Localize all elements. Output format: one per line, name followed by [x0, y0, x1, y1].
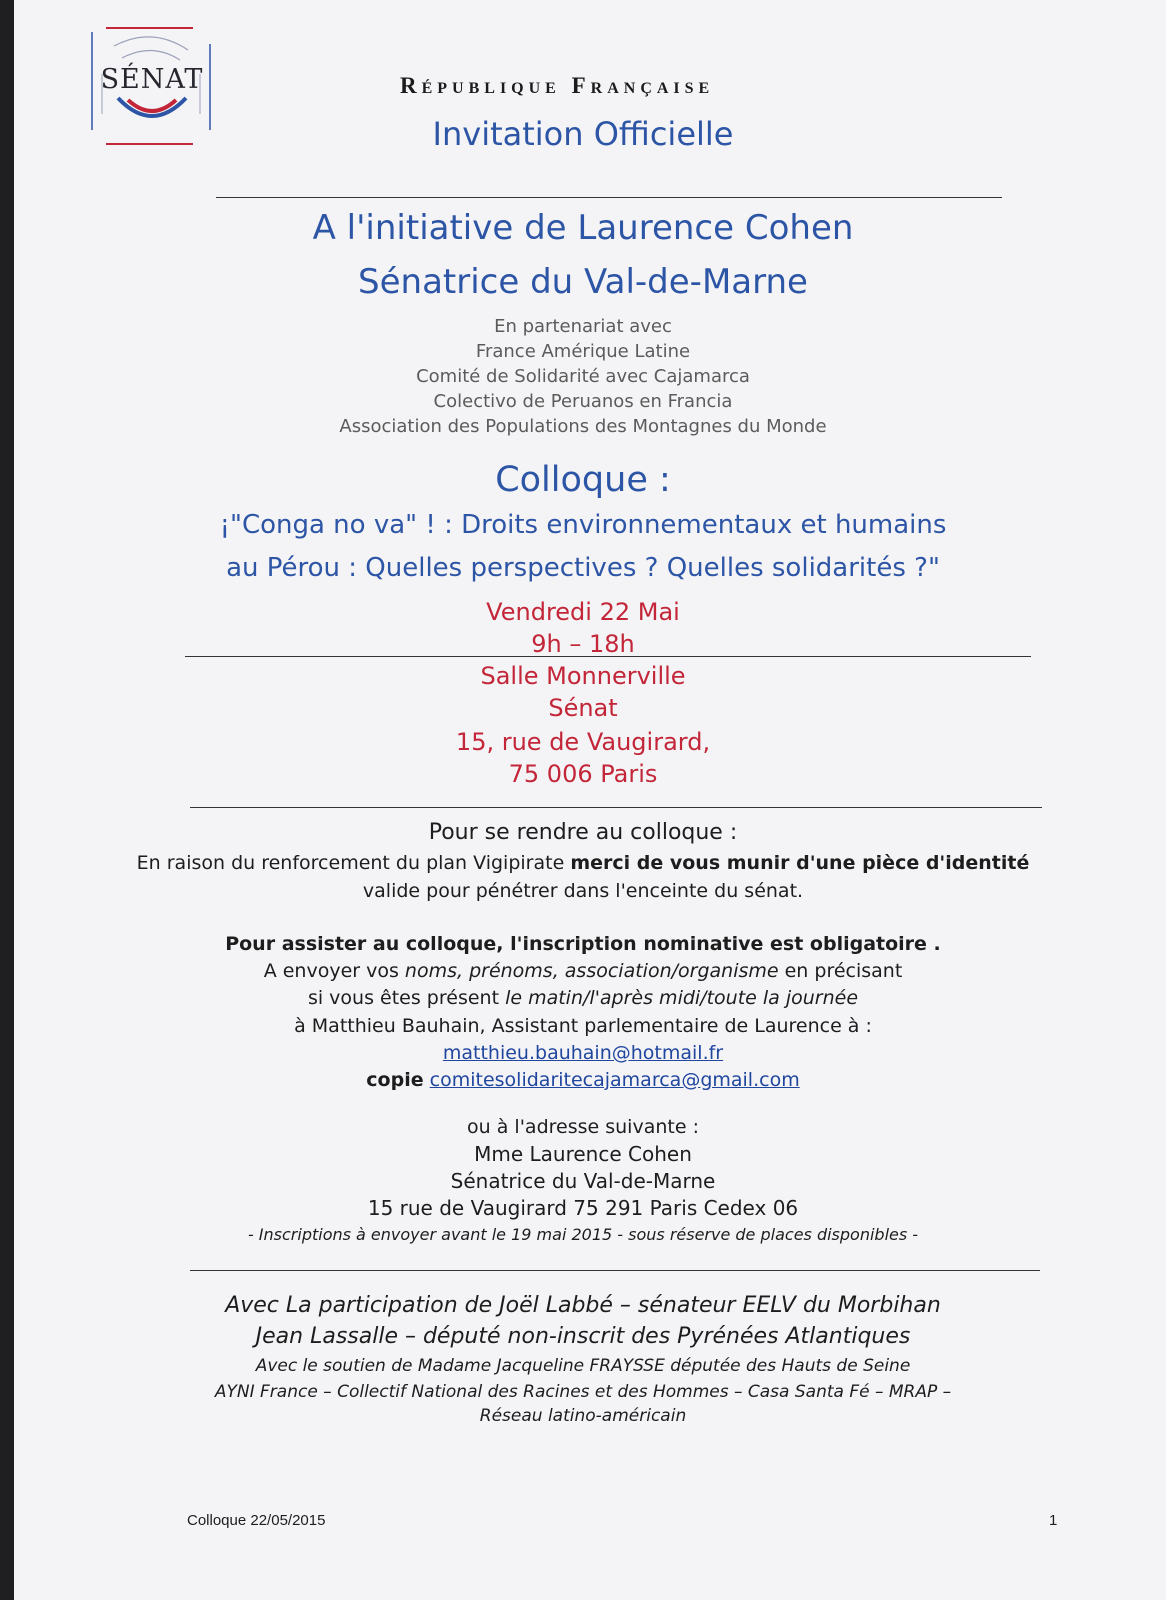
postal-intro: ou à l'adresse suivante : [467, 1116, 699, 1138]
reg-fields: noms, prénoms, association/organisme [404, 960, 779, 982]
access-line2: valide pour pénétrer dans l'enceinte du sénat. [362, 880, 804, 902]
organisations-line: AYNI France – Collectif National des Racines et des Hommes – Casa Santa Fé – MRAP – [214, 1382, 952, 1402]
access-title: Pour se rendre au colloque : [428, 820, 738, 845]
footer-label: Colloque 22/05/2015 [187, 1512, 326, 1529]
email-link-matthieu[interactable]: matthieu.bauhain@hotmail.fr [442, 1042, 724, 1064]
postal-name: Mme Laurence Cohen [474, 1142, 692, 1166]
event-room: Salle Monnerville [480, 662, 686, 690]
partner-item: France Amérique Latine [475, 341, 691, 362]
registration-line2 [0, 987, 1166, 1009]
participation-line2: Jean Lassalle – député non-inscrit des Pyrénées Atlantiques [255, 1324, 911, 1349]
registration-line1 [0, 960, 1166, 982]
reg-text: A envoyer vos [263, 960, 405, 982]
divider [185, 656, 1031, 657]
republique-francaise: République Française [400, 73, 715, 98]
organisations-line2: Réseau latino-américain [479, 1406, 687, 1426]
divider [190, 807, 1042, 808]
registration-line3: à Matthieu Bauhain, Assistant parlementaire de Laurence à : [294, 1015, 872, 1037]
page-number: 1 [1049, 1512, 1058, 1529]
invitation-title: Invitation Officielle [432, 115, 734, 153]
registration-title: Pour assister au colloque, l'inscription nominative est obligatoire . [225, 933, 941, 955]
event-time: 9h – 18h [531, 630, 635, 658]
support-line: Avec le soutien de Madame Jacqueline FRAYSSE députée des Hauts de Seine [255, 1356, 911, 1376]
event-city: 75 006 Paris [508, 760, 658, 788]
divider [216, 197, 1002, 198]
email-line [0, 1042, 1166, 1064]
postal-address: 15 rue de Vaugirard 75 291 Paris Cedex 06 [367, 1196, 799, 1220]
reg-text: en précisant [778, 960, 903, 982]
copy-label: copie [366, 1069, 424, 1091]
id-notice: merci de vous munir d'une pièce d'identité [570, 852, 1030, 874]
access-text: En raison du renforcement du plan Vigipirate [136, 852, 571, 874]
access-line1 [0, 852, 1166, 874]
event-place: Sénat [548, 694, 618, 722]
reg-text: si vous êtes présent [307, 987, 506, 1009]
partner-item: Association des Populations des Montagnes du Monde [339, 416, 827, 437]
divider [190, 1270, 1040, 1271]
colloque-label: Colloque : [495, 460, 671, 500]
colloque-title-line2: au Pérou : Quelles perspectives ? Quelles solidarités ?" [226, 553, 940, 583]
postal-title: Sénatrice du Val-de-Marne [450, 1169, 716, 1193]
copy-line [0, 1069, 1166, 1091]
email-link-comite[interactable]: comitesolidaritecajamarca@gmail.com [429, 1069, 800, 1091]
senator-title: Sénatrice du Val-de-Marne [358, 262, 808, 302]
colloque-title-line1: ¡"Conga no va" ! : Droits environnementaux et humains [219, 510, 947, 540]
partner-intro: En partenariat avec [494, 316, 672, 337]
logo-text: SÉNAT [100, 64, 204, 95]
reg-times: le matin/l'après midi/toute la journée [505, 987, 859, 1009]
event-date: Vendredi 22 Mai [486, 598, 680, 626]
event-street: 15, rue de Vaugirard, [455, 728, 711, 756]
initiative-line: A l'initiative de Laurence Cohen [312, 208, 854, 248]
participation-line1: Avec La participation de Joël Labbé – sénateur EELV du Morbihan [225, 1293, 941, 1318]
partner-item: Colectivo de Peruanos en Francia [433, 391, 733, 412]
deadline-note: - Inscriptions à envoyer avant le 19 mai 2015 - sous réserve de places disponibles - [247, 1225, 919, 1244]
partner-item: Comité de Solidarité avec Cajamarca [416, 366, 750, 387]
